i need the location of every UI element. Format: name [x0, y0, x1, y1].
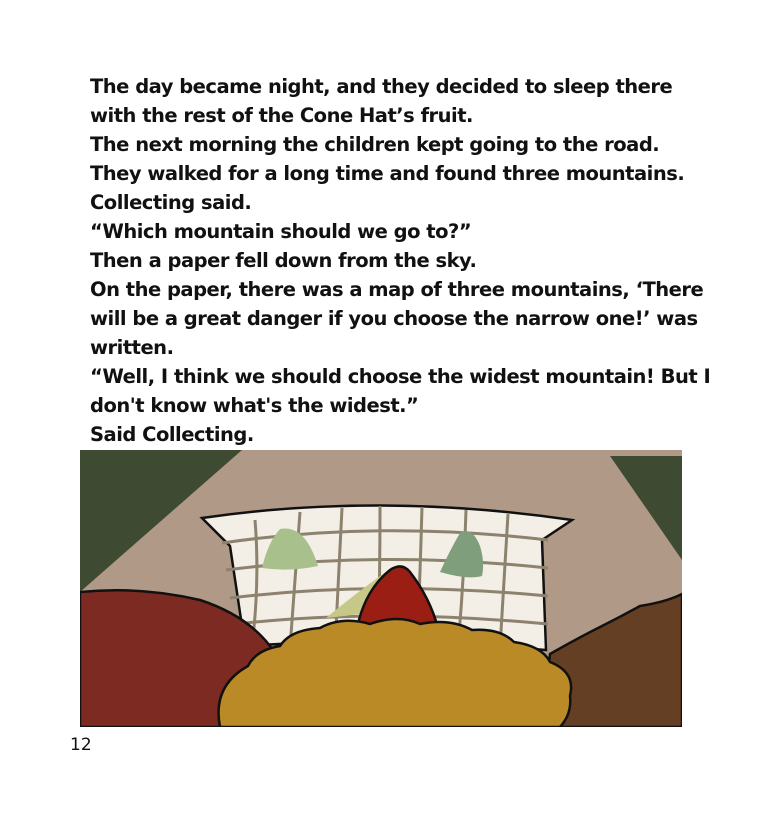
story-line: “Well, I think we should choose the widest mountain! But I [90, 365, 711, 388]
story-line: Collecting said. [90, 191, 252, 214]
story-line: don't know what's the widest.” [90, 394, 419, 417]
story-text [90, 72, 711, 449]
story-illustration [80, 450, 682, 727]
story-line: will be a great danger if you choose the narrow one!’ was [90, 307, 698, 330]
page-number: 12 [70, 735, 92, 755]
story-line: written. [90, 336, 174, 359]
illustration-canvas [80, 450, 682, 727]
story-line: The next morning the children kept going to the road. [90, 133, 660, 156]
story-line: “Which mountain should we go to?” [90, 220, 472, 243]
story-line: They walked for a long time and found three mountains. [90, 162, 685, 185]
story-line: Then a paper fell down from the sky. [90, 249, 477, 272]
story-line: Said Collecting. [90, 423, 254, 446]
story-line: The day became night, and they decided to sleep there [90, 75, 673, 98]
story-line: On the paper, there was a map of three mountains, ‘There [90, 278, 704, 301]
story-line: with the rest of the Cone Hat’s fruit. [90, 104, 473, 127]
